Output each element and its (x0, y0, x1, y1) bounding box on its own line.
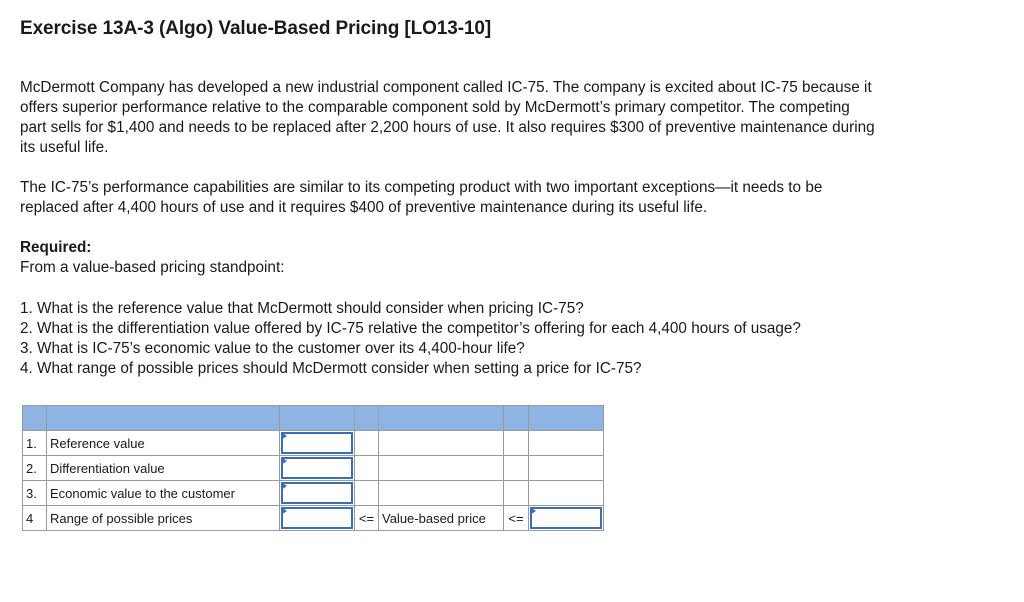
value-based-price-label: Value-based price (379, 506, 504, 531)
table-row (23, 506, 604, 531)
paragraph-line: offers superior performance relative to the comparable component sold by McDermott’s primary competitor. The competing (20, 99, 850, 116)
less-equal-operator: <= (355, 506, 379, 531)
row-label: Range of possible prices (47, 506, 280, 531)
row-number: 3. (23, 481, 47, 506)
problem-paragraph-1 (20, 78, 1015, 158)
answer-table (22, 405, 604, 531)
paragraph-line: McDermott Company has developed a new industrial component called IC-75. The company is excited about IC-75 because it (20, 79, 872, 96)
table-row (23, 481, 604, 506)
row-number: 2. (23, 456, 47, 481)
question-item: 1. What is the reference value that McDermott should consider when pricing IC-75? (20, 300, 584, 317)
differentiation-value-input[interactable] (281, 457, 353, 479)
required-subtitle: From a value-based pricing standpoint: (20, 259, 285, 276)
table-header-row (23, 406, 604, 431)
question-item: 2. What is the differentiation value offered by IC-75 relative the competitor’s offering for each 4,400 hours of usage? (20, 320, 801, 337)
paragraph-line: replaced after 4,400 hours of use and it requires $400 of preventive maintenance during its useful life. (20, 199, 708, 216)
price-upper-bound-input[interactable] (530, 507, 602, 529)
less-equal-operator: <= (504, 506, 529, 531)
exercise-title: Exercise 13A-3 (Algo) Value-Based Pricing [LO13-10] (20, 18, 492, 39)
question-item: 3. What is IC-75’s economic value to the customer over its 4,400-hour life? (20, 340, 525, 357)
problem-paragraph-2 (20, 178, 1015, 218)
row-label: Reference value (47, 431, 280, 456)
paragraph-line: The IC-75’s performance capabilities are similar to its competing product with two important exceptions—it needs to be (20, 179, 823, 196)
row-number: 1. (23, 431, 47, 456)
question-list (20, 299, 801, 379)
row-label: Differentiation value (47, 456, 280, 481)
row-label: Economic value to the customer (47, 481, 280, 506)
required-section (20, 238, 284, 278)
reference-value-input[interactable] (281, 432, 353, 454)
table-row (23, 456, 604, 481)
row-number: 4 (23, 506, 47, 531)
required-heading: Required: (20, 239, 92, 256)
economic-value-input[interactable] (281, 482, 353, 504)
question-item: 4. What range of possible prices should McDermott consider when setting a price for IC-75? (20, 360, 642, 377)
paragraph-line: its useful life. (20, 139, 109, 156)
table-row (23, 431, 604, 456)
paragraph-line: part sells for $1,400 and needs to be replaced after 2,200 hours of use. It also requires $300 of preventive maintenance during (20, 119, 875, 136)
price-lower-bound-input[interactable] (281, 507, 353, 529)
